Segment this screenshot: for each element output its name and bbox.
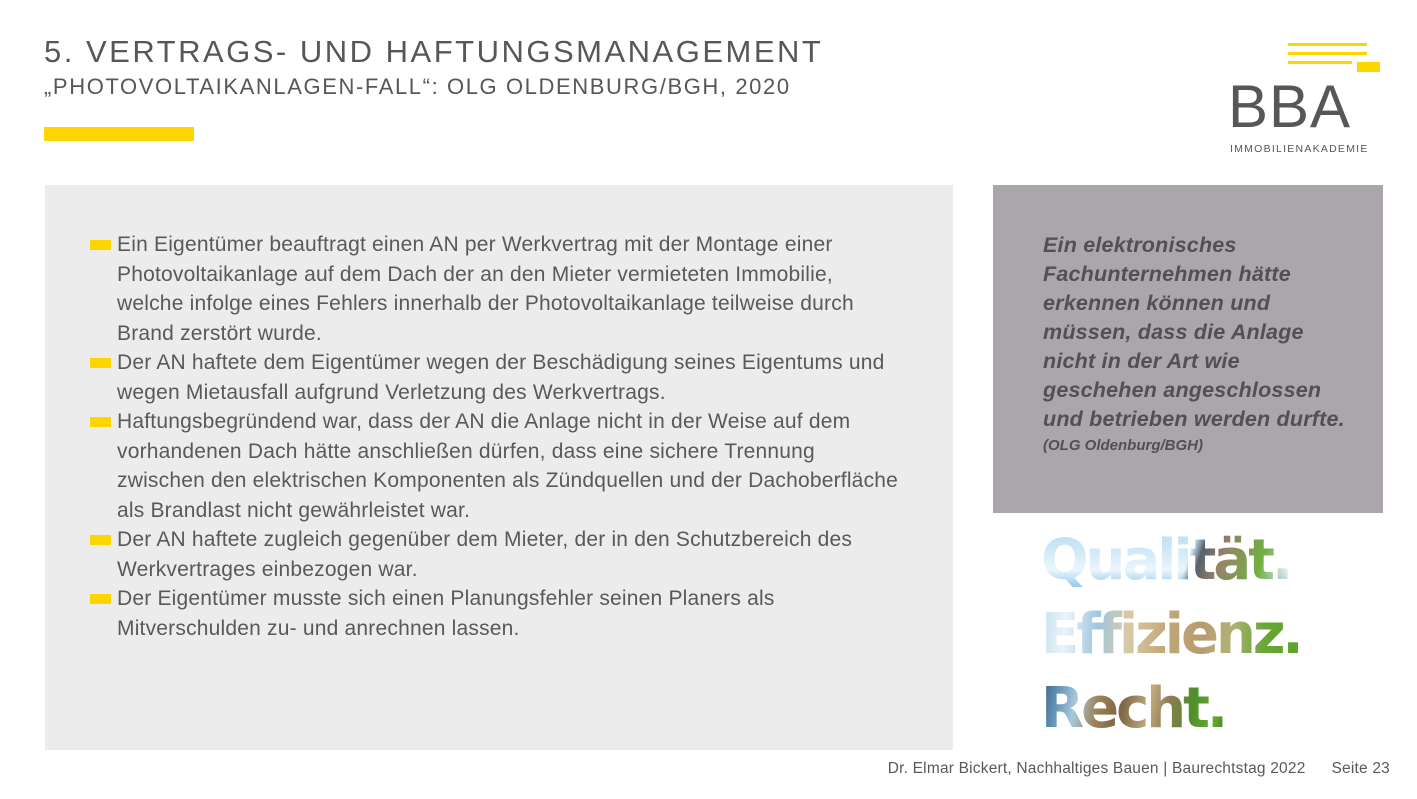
wordart-line-qualitaet: Qualität. xyxy=(1041,524,1290,598)
quote-text: Ein elektronisches Fachunternehmen hätte erkennen können und müssen, dass die Anlage nicht in der Art wie geschehen angeschlossen und betrieben werden durfte. xyxy=(1043,233,1345,431)
bullet-item xyxy=(90,407,905,525)
bullet-dash-icon xyxy=(90,417,111,427)
case-description-panel xyxy=(45,185,953,750)
wordart-line-recht: Recht. xyxy=(1041,672,1225,746)
page-title: 5. VERTRAGS- UND HAFTUNGSMANAGEMENT xyxy=(44,34,824,69)
bullet-item xyxy=(90,525,905,584)
bullet-item xyxy=(90,584,905,643)
logo-line-2 xyxy=(1288,52,1367,55)
qualitaet-effizienz-recht-image xyxy=(1041,524,1386,746)
bullet-dash-icon xyxy=(90,594,111,604)
logo-line-1 xyxy=(1288,43,1367,46)
bullet-item xyxy=(90,348,905,407)
footer-page-number: Seite 23 xyxy=(1331,760,1390,777)
logo-rectangle xyxy=(1357,62,1380,72)
quote-source: (OLG Oldenburg/BGH) xyxy=(1043,437,1203,454)
quote-panel xyxy=(993,185,1383,513)
page-subtitle: „PHOTOVOLTAIKANLAGEN-FALL“: OLG OLDENBURG/BGH, 2020 xyxy=(44,74,791,99)
wordart-line-effizienz: Effizienz. xyxy=(1041,598,1301,672)
bullet-text: Haftungsbegründend war, dass der AN die Anlage nicht in der Weise auf dem vorhandenen Dach hätte anschließen dürfen, dass eine sichere Trennung zwischen den elektrischen Komponenten als Zündquellen und der Dachoberfläche als Brandlast nicht gewährleistet war. xyxy=(117,410,899,522)
logo-lines-icon xyxy=(1228,43,1388,75)
logo-line-3 xyxy=(1288,61,1352,64)
bullet-text: Der AN haftete zugleich gegenüber dem Mieter, der in den Schutzbereich des Werkvertrages einbezogen war. xyxy=(117,528,853,581)
title-accent-bar xyxy=(44,127,194,141)
bullet-item xyxy=(90,230,905,348)
logo-tagline: IMMOBILIENAKADEMIE xyxy=(1230,143,1369,155)
slide-footer xyxy=(888,760,1390,778)
logo-name: BBA xyxy=(1228,73,1352,140)
footer-credit: Dr. Elmar Bickert, Nachhaltiges Bauen | Baurechtstag 2022 xyxy=(887,760,1306,777)
bullet-dash-icon xyxy=(90,240,111,250)
bullet-text: Ein Eigentümer beauftragt einen AN per Werkvertrag mit der Montage einer Photovoltaikanlage auf dem Dach der an den Mieter vermieteten Immobilie, welche infolge eines Fehlers innerhalb der Photovoltaikanlage teilweise durch Brand zerstört wurde. xyxy=(117,233,854,345)
bba-logo xyxy=(1228,43,1388,153)
case-bullet-list xyxy=(45,185,953,643)
bullet-text: Der AN haftete dem Eigentümer wegen der Beschädigung seines Eigentums und wegen Mietausfall aufgrund Verletzung des Werkvertrags. xyxy=(117,351,885,404)
bullet-dash-icon xyxy=(90,535,111,545)
bullet-text: Der Eigentümer musste sich einen Planungsfehler seinen Planers als Mitverschulden zu- und anrechnen lassen. xyxy=(117,587,775,640)
bullet-dash-icon xyxy=(90,358,111,368)
